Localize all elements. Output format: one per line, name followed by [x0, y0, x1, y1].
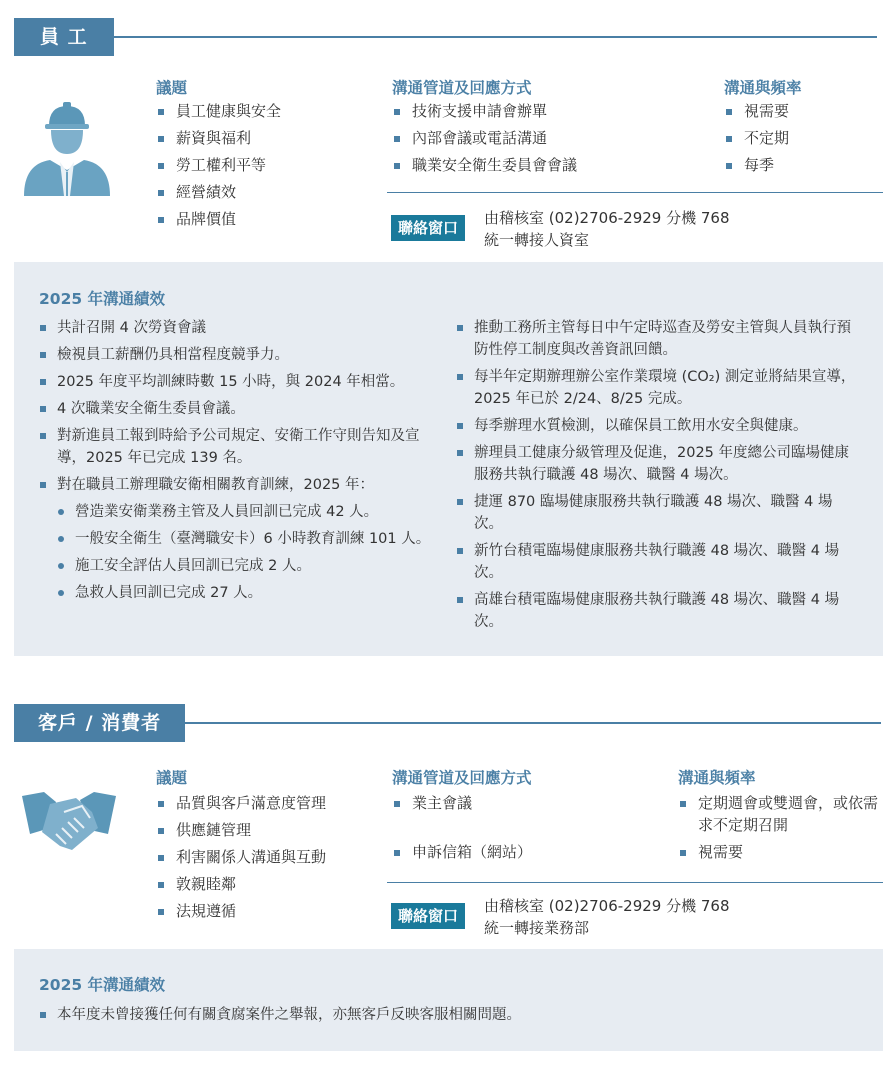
- customers-frequency-list: [678, 790, 878, 866]
- contact-line: 由稽核室 (02)2706-2929 分機 768: [484, 209, 730, 227]
- list-item: 申訴信箱（網站）: [392, 839, 662, 866]
- list-item: 2025 年度平均訓練時數 15 小時，與 2024 年相當。: [39, 371, 439, 393]
- list-item: 捷運 870 臨場健康服務共執行職護 48 場次、職醫 4 場次。: [456, 491, 860, 535]
- list-item: 視需要: [678, 839, 878, 866]
- employees-contact-info: [484, 207, 730, 251]
- list-item: 每半年定期辦理辦公室作業環境 (CO₂) 測定並將結果宣導，2025 年已於 2/24、8/25 完成。: [456, 366, 860, 410]
- employees-header-line: [114, 36, 877, 38]
- list-item: 檢視員工薪酬仍具相當程度競爭力。: [39, 344, 439, 366]
- customers-contact-info: [484, 895, 730, 939]
- list-item: 每季: [724, 152, 874, 179]
- list-item: 品牌價值: [156, 206, 376, 233]
- list-item: 每季辦理水質檢測，以確保員工飲用水安全與健康。: [456, 415, 860, 437]
- employees-perf-right-list: [456, 317, 860, 638]
- list-item: 不定期: [724, 125, 874, 152]
- list-item: 新竹台積電臨場健康服務共執行職護 48 場次、職醫 4 場次。: [456, 540, 860, 584]
- list-item: 對新進員工報到時給予公司規定、安衛工作守則告知及宣導，2025 年已完成 139 名。: [39, 425, 439, 469]
- customers-heading: 客戶 / 消費者: [14, 704, 185, 742]
- list-item: 品質與客戶滿意度管理: [156, 790, 381, 817]
- list-item: 本年度未曾接獲任何有關貪腐案件之舉報，亦無客戶反映客服相關問題。: [39, 1004, 859, 1026]
- list-item: 定期週會或雙週會，或依需求不定期召開: [678, 790, 878, 839]
- list-item: 共計召開 4 次勞資會議: [39, 317, 439, 339]
- list-item: 業主會議: [392, 790, 662, 817]
- customers-issues-list: [156, 790, 381, 925]
- handshake-icon: [20, 788, 118, 856]
- list-item-text: 對在職員工辦理職安衛相關教育訓練，2025 年：: [57, 477, 375, 493]
- customers-issues-title: 議題: [156, 769, 188, 787]
- customers-performance-panel: [14, 949, 883, 1051]
- list-item: 經營績效: [156, 179, 376, 206]
- list-item: 技術支援申請會辦單: [392, 98, 712, 125]
- sub-item: 一般安全衛生（臺灣職安卡）6 小時教育訓練 101 人。: [57, 528, 439, 550]
- employees-section-header: [14, 18, 114, 56]
- employees-perf-title: 2025 年溝通績效: [39, 290, 166, 308]
- sub-item: 施工安全評估人員回訓已完成 2 人。: [57, 555, 439, 577]
- list-item: 員工健康與安全: [156, 98, 376, 125]
- customers-header-line: [185, 722, 881, 724]
- customers-channels-list: [392, 790, 662, 866]
- sub-item: 營造業安衛業務主管及人員回訓已完成 42 人。: [57, 501, 439, 523]
- list-item: 視需要: [724, 98, 874, 125]
- contact-line: 統一轉接人資室: [484, 231, 590, 249]
- list-item: 勞工權利平等: [156, 152, 376, 179]
- employees-issues-title: 議題: [156, 79, 188, 97]
- customers-contact-badge: 聯絡窗口: [391, 903, 465, 929]
- contact-line: 由稽核室 (02)2706-2929 分機 768: [484, 897, 730, 915]
- employees-contact-badge: 聯絡窗口: [391, 215, 465, 241]
- list-item: 推動工務所主管每日中午定時巡查及勞安主管與人員執行預防性停工制度與改善資訊回饋。: [456, 317, 860, 361]
- customers-section-header: [14, 704, 185, 742]
- customers-frequency-title: 溝通與頻率: [678, 769, 756, 787]
- list-item: 辦理員工健康分級管理及促進，2025 年度總公司臨場健康服務共執行職護 48 場次、職醫 4 場次。: [456, 442, 860, 486]
- worker-icon: [20, 98, 114, 198]
- list-item: [39, 474, 439, 604]
- list-item: 薪資與福利: [156, 125, 376, 152]
- customers-divider: [387, 882, 883, 883]
- employees-heading: 員 工: [14, 18, 114, 56]
- employees-divider: [387, 192, 883, 193]
- employees-channels-list: [392, 98, 712, 179]
- list-item: 敦親睦鄰: [156, 871, 381, 898]
- sub-item: 急救人員回訓已完成 27 人。: [57, 582, 439, 604]
- customers-perf-title: 2025 年溝通績效: [39, 976, 166, 994]
- customers-channels-title: 溝通管道及回應方式: [392, 769, 532, 787]
- employees-frequency-list: [724, 98, 874, 179]
- employees-issues-list: [156, 98, 376, 233]
- employees-frequency-title: 溝通與頻率: [724, 79, 802, 97]
- list-item: 內部會議或電話溝通: [392, 125, 712, 152]
- list-item: 利害關係人溝通與互動: [156, 844, 381, 871]
- customers-perf-list: [39, 1004, 859, 1031]
- list-item: 高雄台積電臨場健康服務共執行職護 48 場次、職醫 4 場次。: [456, 589, 860, 633]
- list-item: 供應鏈管理: [156, 817, 381, 844]
- list-item: 職業安全衛生委員會會議: [392, 152, 712, 179]
- employees-channels-title: 溝通管道及回應方式: [392, 79, 532, 97]
- employees-perf-left-list: [39, 317, 439, 609]
- employees-performance-panel: [14, 262, 883, 656]
- list-item: 法規遵循: [156, 898, 381, 925]
- training-sublist: [57, 501, 439, 604]
- list-item: 4 次職業安全衛生委員會議。: [39, 398, 439, 420]
- contact-line: 統一轉接業務部: [484, 919, 590, 937]
